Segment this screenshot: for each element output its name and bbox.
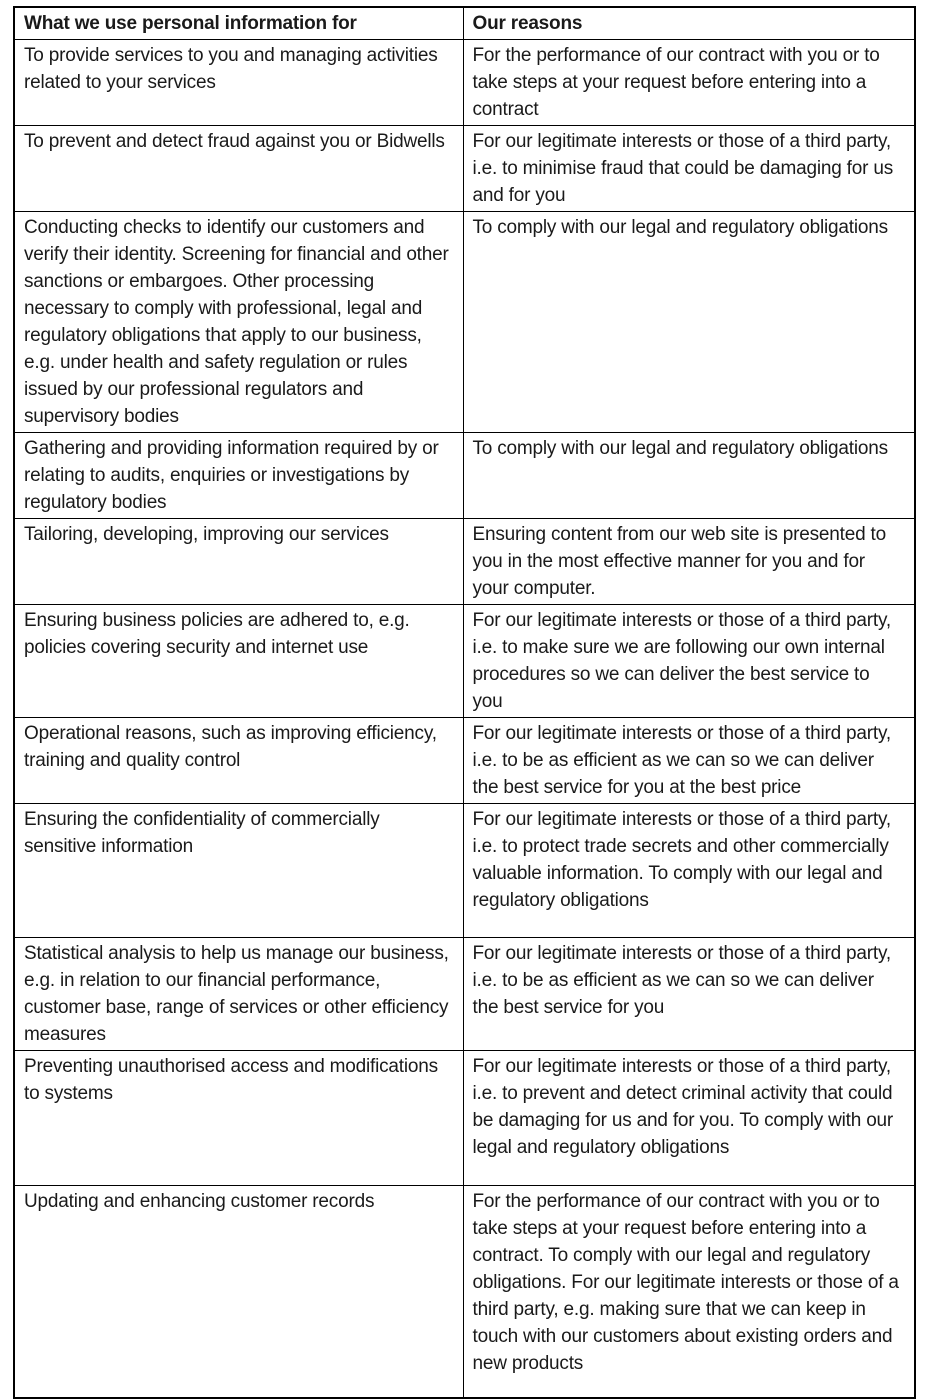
use-cell: To provide services to you and managing activities related to your services — [14, 40, 463, 126]
personal-info-uses-table — [13, 6, 916, 1399]
use-cell: Tailoring, developing, improving our services — [14, 519, 463, 605]
reason-cell: For our legitimate interests or those of a third party, i.e. to be as efficient as we can so we can deliver the best service for you at the best price — [463, 718, 915, 804]
reason-cell: For the performance of our contract with you or to take steps at your request before entering into a contract — [463, 40, 915, 126]
reason-cell: For our legitimate interests or those of a third party, i.e. to make sure we are following our own internal procedures so we can deliver the best service to you — [463, 605, 915, 718]
table-row — [14, 40, 915, 126]
header-what-we-use: What we use personal information for — [14, 7, 463, 40]
reason-cell: For our legitimate interests or those of a third party, i.e. to be as efficient as we can so we can deliver the best service for you — [463, 938, 915, 1051]
reason-cell: For the performance of our contract with you or to take steps at your request before entering into a contract. To comply with our legal and regulatory obligations. For our legitimate interests or those of a third party, e.g. making sure that we can keep in touch with our customers about existing orders and new products — [463, 1186, 915, 1398]
reason-cell: For our legitimate interests or those of a third party, i.e. to protect trade secrets and other commercially valuable information. To comply with our legal and regulatory obligations — [463, 804, 915, 938]
table-row — [14, 718, 915, 804]
use-cell: Gathering and providing information required by or relating to audits, enquiries or investigations by regulatory bodies — [14, 433, 463, 519]
reason-cell: For our legitimate interests or those of a third party, i.e. to prevent and detect criminal activity that could be damaging for us and for you. To comply with our legal and regulatory obligations — [463, 1051, 915, 1186]
table-row — [14, 519, 915, 605]
use-cell: Ensuring business policies are adhered to, e.g. policies covering security and internet use — [14, 605, 463, 718]
use-cell: Preventing unauthorised access and modifications to systems — [14, 1051, 463, 1186]
header-our-reasons: Our reasons — [463, 7, 915, 40]
use-cell: Conducting checks to identify our customers and verify their identity. Screening for financial and other sanctions or embargoes. Other processing necessary to comply with professional, legal and regulatory obligations that apply to our business, e.g. under health and safety regulation or rules issued by our professional regulators and supervisory bodies — [14, 212, 463, 433]
reason-cell: Ensuring content from our web site is presented to you in the most effective manner for you and for your computer. — [463, 519, 915, 605]
table-header-row — [14, 7, 915, 40]
table-row — [14, 433, 915, 519]
table-row — [14, 605, 915, 718]
use-cell: Statistical analysis to help us manage our business, e.g. in relation to our financial performance, customer base, range of services or other efficiency measures — [14, 938, 463, 1051]
use-cell: Updating and enhancing customer records — [14, 1186, 463, 1398]
use-cell: Ensuring the confidentiality of commercially sensitive information — [14, 804, 463, 938]
use-cell: To prevent and detect fraud against you or Bidwells — [14, 126, 463, 212]
table-row — [14, 212, 915, 433]
table-row — [14, 804, 915, 938]
table-row — [14, 126, 915, 212]
reason-cell: To comply with our legal and regulatory obligations — [463, 433, 915, 519]
table-row — [14, 1186, 915, 1398]
reason-cell: For our legitimate interests or those of a third party, i.e. to minimise fraud that could be damaging for us and for you — [463, 126, 915, 212]
use-cell: Operational reasons, such as improving efficiency, training and quality control — [14, 718, 463, 804]
table-row — [14, 938, 915, 1051]
reason-cell: To comply with our legal and regulatory obligations — [463, 212, 915, 433]
table-row — [14, 1051, 915, 1186]
